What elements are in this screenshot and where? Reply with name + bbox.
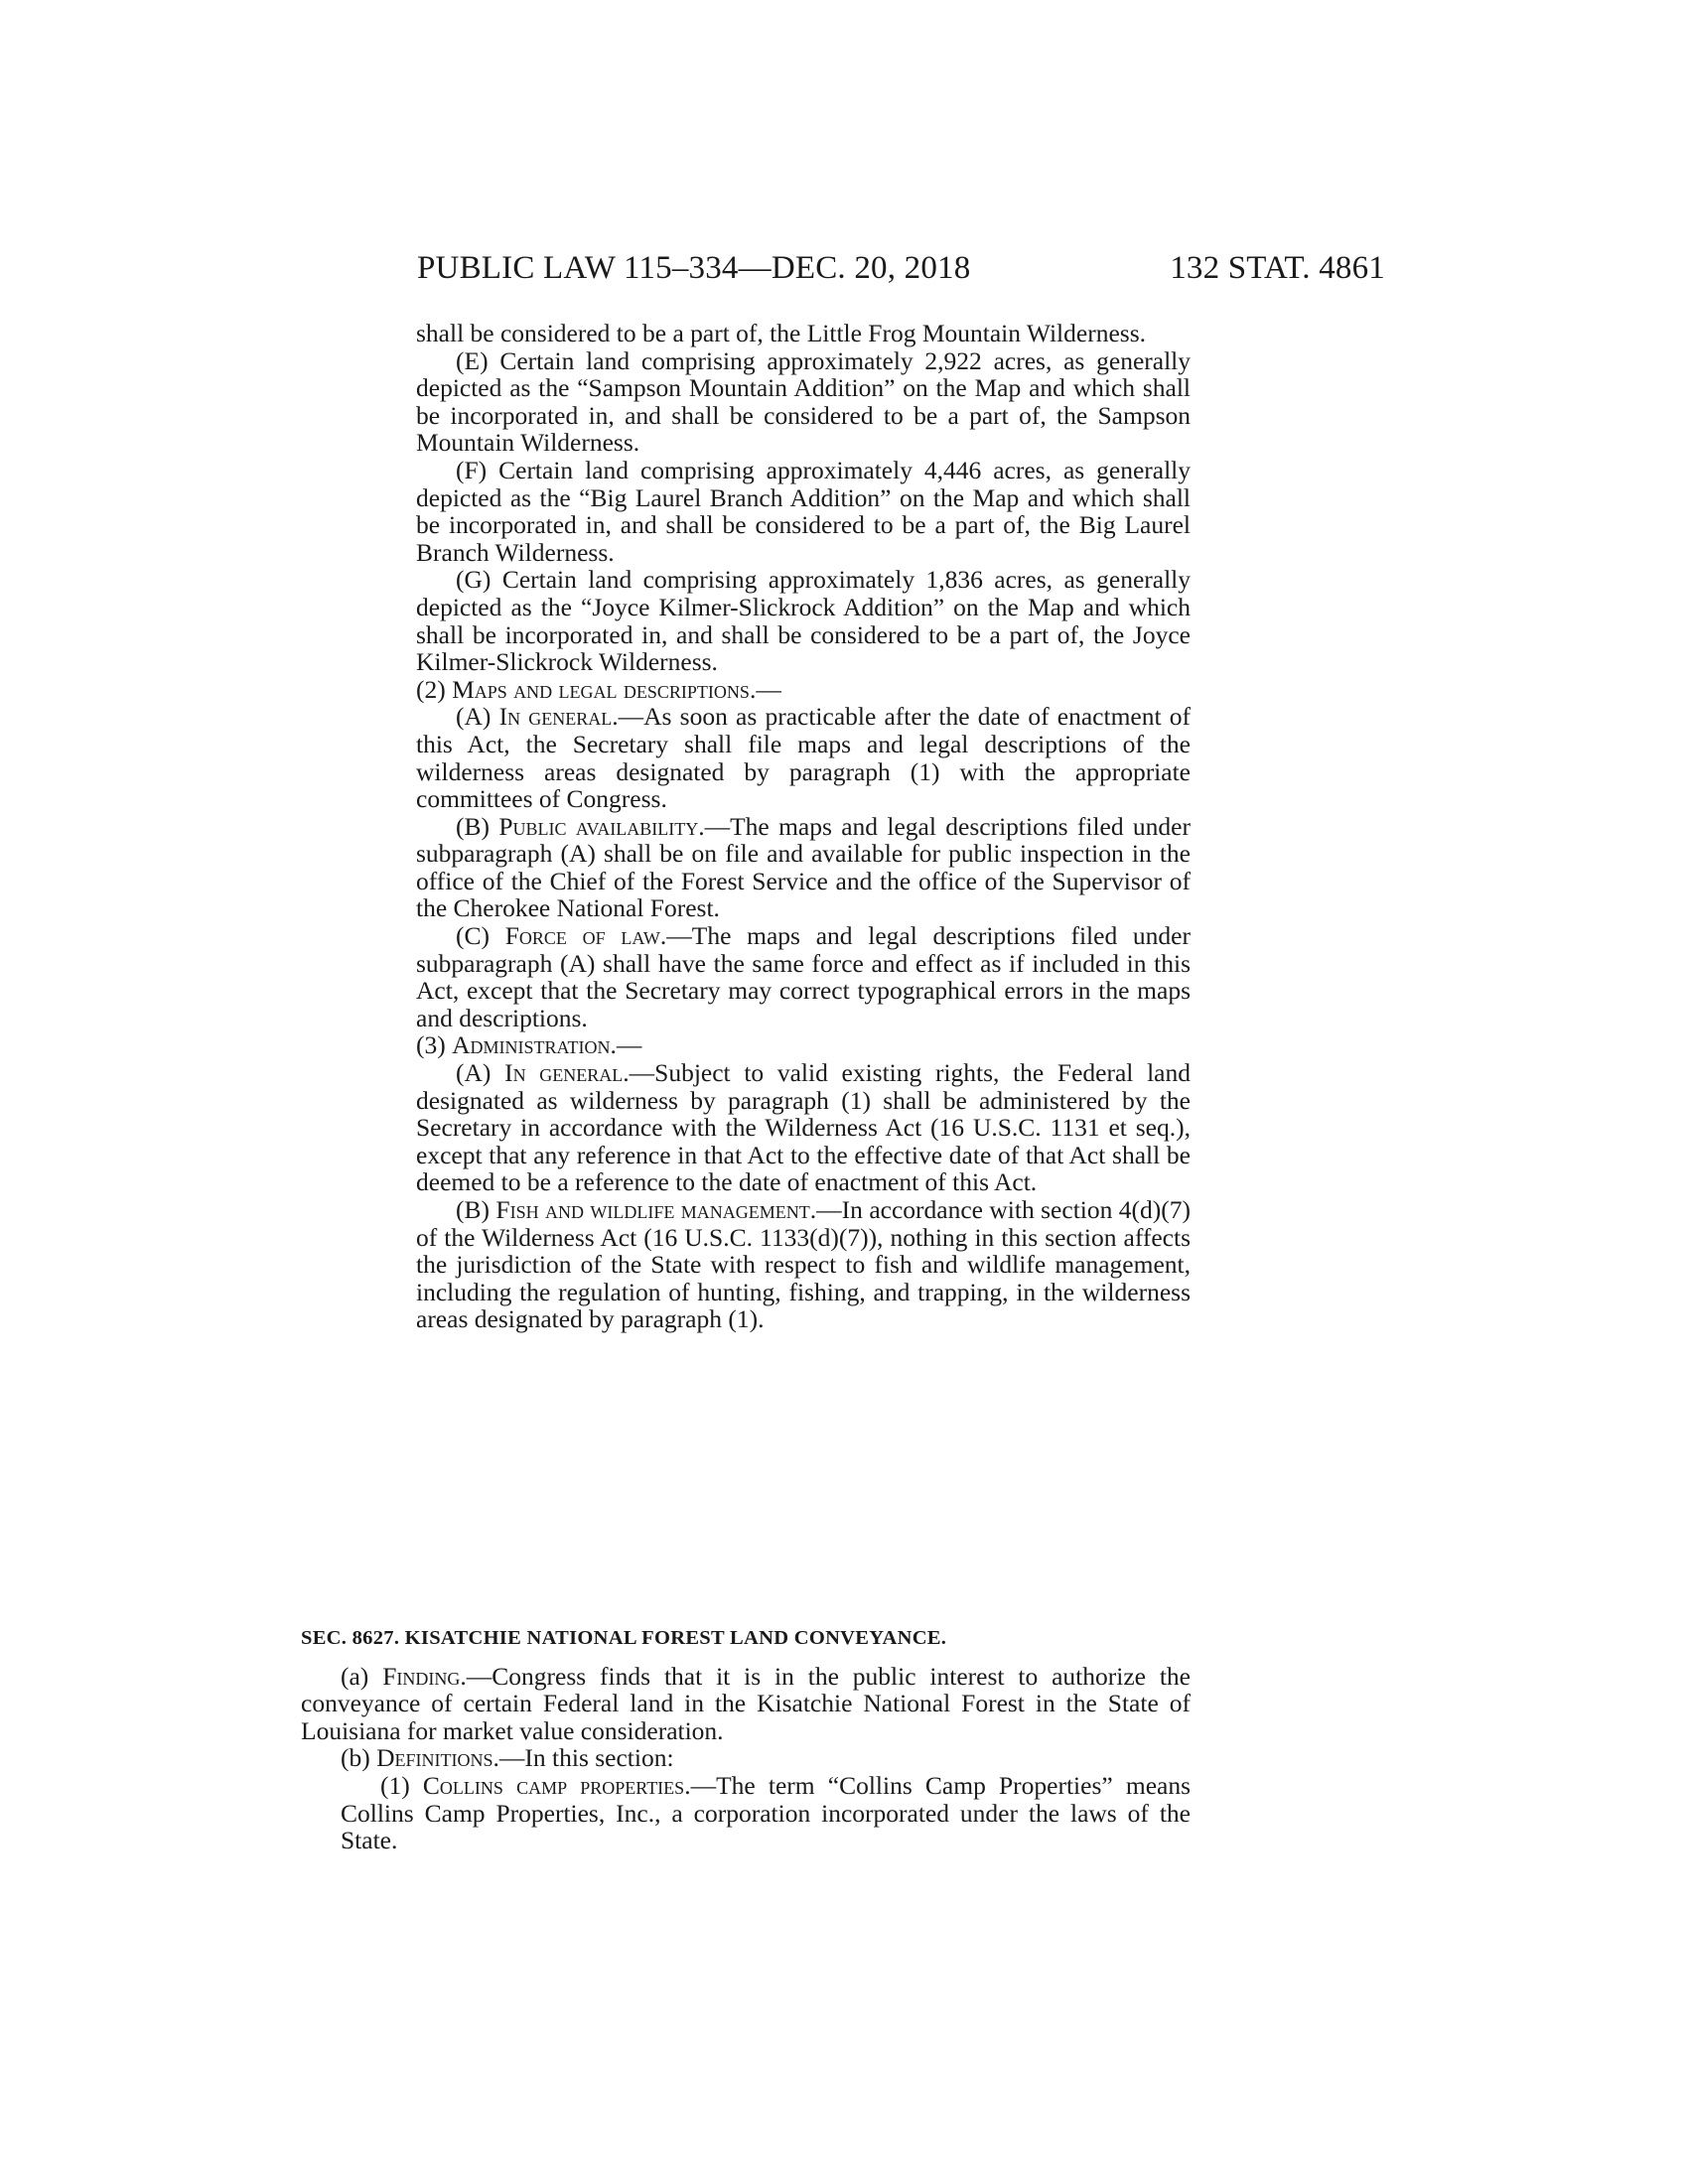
item-text: .—Congress finds that it is in the public interest to authorize the conveyance of certain Federal land in the Kisatchie National Forest in the State of Louisiana for market value consideration. [301, 1661, 1191, 1745]
section-8627 [301, 1625, 1191, 1854]
item-title: Public availability [498, 811, 699, 841]
paragraph-b1-collins-camp [341, 1772, 1191, 1854]
indented-body [416, 320, 1191, 1333]
item-title: Collins camp properties [422, 1770, 685, 1800]
paragraph-2a [416, 703, 1191, 812]
item-title: Force of law [504, 921, 660, 951]
paragraph-3b [416, 1196, 1191, 1333]
heading-number: (2) [416, 674, 453, 704]
item-text: .—The maps and legal descriptions filed under subparagraph (A) shall be on file and available for public inspection in the office of the Chief of the Forest Service and the office of the Supervisor of the Cherokee National Forest. [416, 811, 1191, 923]
heading-maps-legal-descriptions [376, 676, 1191, 704]
heading-dash: .— [610, 1030, 642, 1060]
paragraph-b-definitions [301, 1744, 1191, 1772]
statute-page-number: 132 STAT. 4861 [1170, 250, 1385, 286]
item-text: .—In accordance with section 4(d)(7) of the Wilderness Act (16 U.S.C. 1133(d)(7)), nothing in this section affects the jurisdiction of the State with respect to fish and wildlife management, including the regulation of hunting, fishing, and trapping, in the wilderness areas designated by paragraph (1). [416, 1195, 1191, 1334]
paragraph-g: (G) Certain land comprising approximately 1,836 acres, as generally depicted as the “Joyce Kilmer-Slickrock Addition” on the Map and which shall be incorporated in, and shall be considered to be a part of, the Joyce Kilmer-Slickrock Wilderness. [416, 565, 1191, 677]
paragraph-2b [416, 813, 1191, 922]
paragraph-3a [416, 1059, 1191, 1196]
item-number: (A) [456, 1058, 505, 1088]
item-title: Definitions [376, 1743, 493, 1773]
heading-number: (3) [416, 1030, 453, 1060]
item-text: .—In this section: [492, 1743, 674, 1773]
public-law-citation: PUBLIC LAW 115–334—DEC. 20, 2018 [417, 250, 971, 286]
paragraph-e: (E) Certain land comprising approximately 2,922 acres, as generally depicted as the “Sampson Mountain Addition” on the Map and which shall be incorporated in, and shall be considered to be a part of, the Sampson Mountain Wilderness. [416, 345, 1191, 458]
paragraph-2c [416, 922, 1191, 1031]
item-number: (1) [380, 1770, 423, 1800]
item-number: (A) [456, 702, 499, 732]
item-text: .—As soon as practicable after the date of enactment of this Act, the Secretary shall file maps and legal descriptions of the wilderness areas designated by paragraph (1) with the appropriate committees of Congress. [416, 702, 1191, 814]
item-number: (b) [341, 1743, 377, 1773]
heading-title: Administration [452, 1030, 611, 1060]
heading-title: Maps and legal descriptions [452, 674, 750, 704]
section-heading: SEC. 8627. KISATCHIE NATIONAL FOREST LAND CONVEYANCE. [301, 1627, 947, 1649]
item-number: (B) [456, 1195, 496, 1224]
heading-administration [376, 1031, 1191, 1059]
paragraph-f: (F) Certain land comprising approximately 4,446 acres, as generally depicted as the “Big Laurel Branch Addition” on the Map and which shall be incorporated in, and shall be considered to be a part of, the Big Laurel Branch Wilderness. [416, 455, 1191, 567]
item-title: In general [504, 1058, 624, 1088]
item-number: (B) [456, 811, 499, 841]
paragraph-a-finding [301, 1663, 1191, 1745]
item-title: Fish and wildlife management [495, 1195, 810, 1224]
item-title: Finding [382, 1661, 461, 1691]
item-text: .—The maps and legal descriptions filed under subparagraph (A) shall have the same force and effect as if included in this Act, except that the Secretary may correct typographical errors in the maps and descriptions. [416, 921, 1191, 1032]
page-header [417, 250, 1385, 290]
item-title: In general [498, 702, 613, 732]
item-number: (a) [341, 1661, 383, 1691]
item-number: (C) [456, 921, 505, 951]
heading-dash: .— [749, 674, 781, 704]
item-text: .—The term “Collins Camp Properties” means Collins Camp Properties, Inc., a corporation incorporated under the laws of the State. [341, 1770, 1191, 1855]
paragraph-d-continued: shall be considered to be a part of, the Little Frog Mountain Wilderness. [416, 319, 1146, 347]
item-text: .—Subject to valid existing rights, the Federal land designated as wilderness by paragraph (1) shall be administered by the Secretary in accordance with the Wilderness Act (16 U.S.C. 1131 et seq.), except that any reference in that Act to the effective date of that Act shall be deemed to be a reference to the date of enactment of this Act. [416, 1058, 1191, 1197]
